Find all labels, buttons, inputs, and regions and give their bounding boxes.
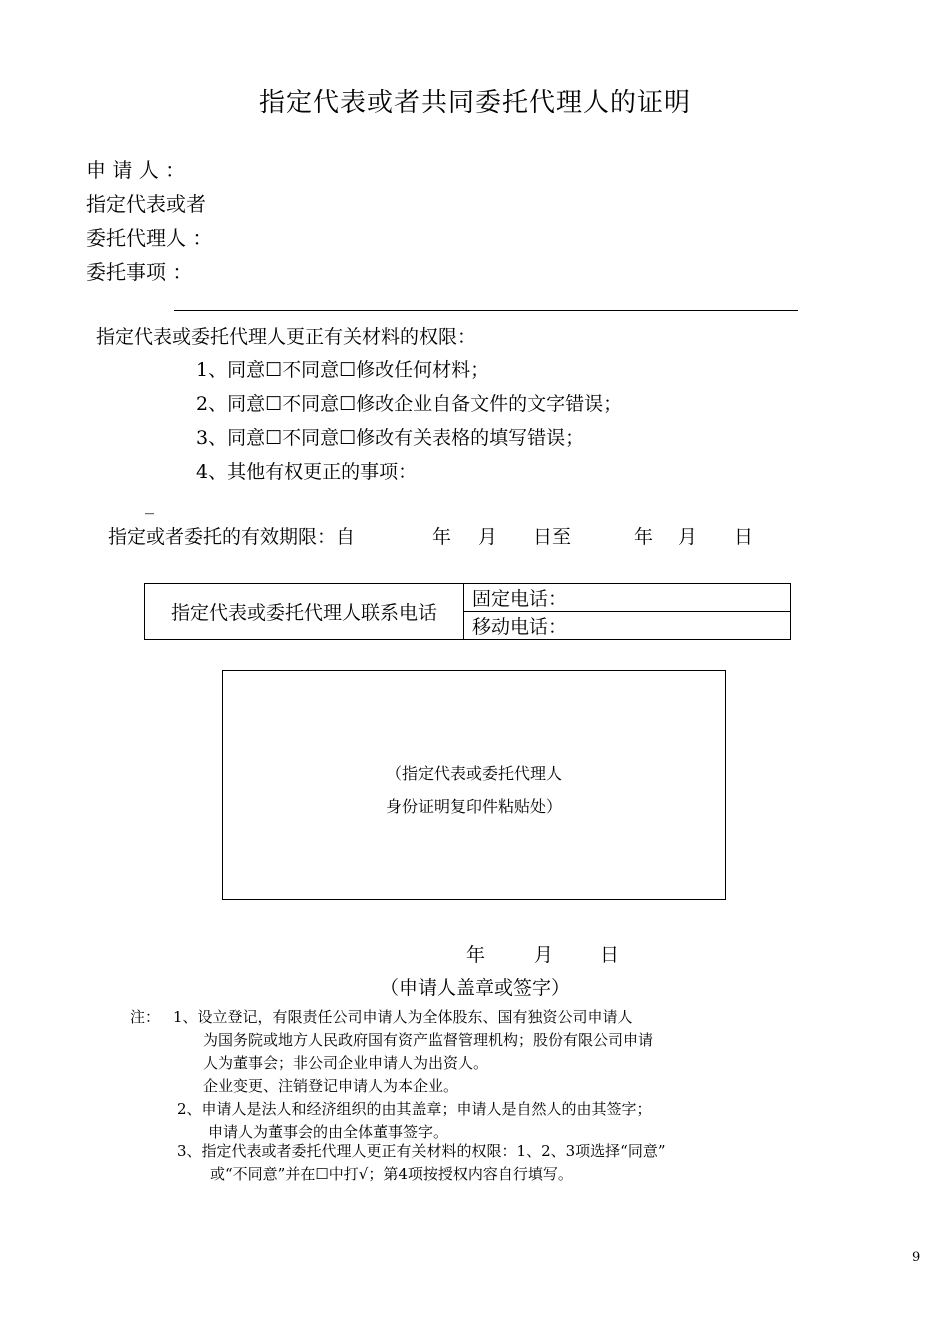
date-day: 日	[600, 944, 620, 966]
date-year: 年	[466, 944, 486, 966]
permission-item: 3、同意☐不同意☐修改有关表格的填写错误；	[196, 427, 585, 449]
blank-dash: _	[145, 494, 154, 515]
page-number: 9	[912, 1250, 921, 1265]
validity-year-end: 年	[634, 526, 654, 548]
contact-phone-label: 指定代表或委托代理人联系电话	[145, 584, 464, 640]
note-line: 2、申请人是法人和经济组织的由其盖章；申请人是自然人的由其签字；	[177, 1100, 652, 1118]
contact-phone-table	[144, 583, 791, 640]
note-line: 企业变更、注销登记申请人为本企业。	[203, 1077, 459, 1095]
note-line: 1、设立登记，有限责任公司申请人为全体股东、国有独资公司申请人	[173, 1008, 633, 1026]
entrusted-matter-field: 委托事项 ：	[86, 260, 193, 284]
validity-label: 指定或者委托的有效期限：自	[108, 526, 356, 548]
page-title: 指定代表或者共同委托代理人的证明	[258, 88, 691, 118]
permission-item: 4、其他有权更正的事项：	[196, 461, 418, 483]
notes-prefix: 注：	[130, 1008, 161, 1026]
validity-year-start: 年	[432, 526, 452, 548]
date-month: 月	[534, 944, 554, 966]
permission-item: 1、同意☐不同意☐修改任何材料；	[196, 359, 490, 381]
id-box-caption-line2: 身份证明复印件粘贴处）	[385, 797, 562, 816]
id-copy-paste-area	[222, 670, 726, 900]
note-line: 申请人为董事会的由全体董事签字。	[208, 1123, 449, 1141]
validity-day-to: 日至	[533, 526, 572, 548]
validity-month-end: 月	[678, 526, 698, 548]
permissions-heading: 指定代表或委托代理人更正有关材料的权限：	[96, 326, 477, 348]
mobile-phone-field: 移动电话：	[464, 612, 791, 640]
landline-phone-field: 固定电话：	[464, 584, 791, 612]
note-line: 为国务院或地方人民政府国有资产监督管理机构；股份有限公司申请	[203, 1031, 654, 1049]
note-line: 或“不同意”并在☐中打√；第4项按授权内容自行填写。	[210, 1165, 573, 1183]
id-box-caption-line1: （指定代表或委托代理人	[385, 764, 562, 783]
note-line: 人为董事会；非公司企业申请人为出资人。	[203, 1054, 489, 1072]
entrusted-matter-underline	[174, 310, 798, 311]
validity-day-end: 日	[734, 526, 754, 548]
applicant-field: 申 请 人 ：	[86, 158, 186, 182]
signature-caption: （申请人盖章或签字）	[379, 977, 570, 999]
validity-month-start: 月	[478, 526, 498, 548]
note-line: 3、指定代表或者委托代理人更正有关材料的权限：1、2、3项选择“同意”	[177, 1142, 666, 1160]
permission-item: 2、同意☐不同意☐修改企业自备文件的文字错误；	[196, 393, 623, 415]
designated-rep-field-line1: 指定代表或者	[86, 192, 206, 216]
designated-rep-field-line2: 委托代理人 ：	[86, 226, 213, 250]
